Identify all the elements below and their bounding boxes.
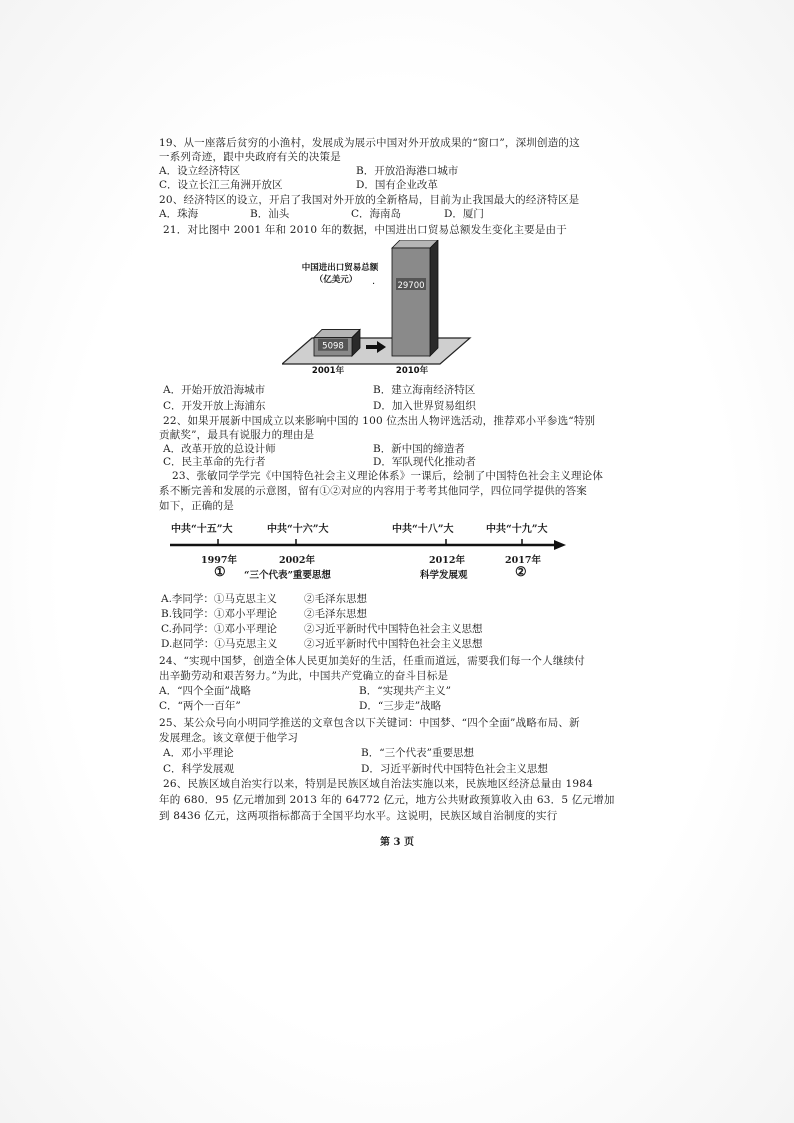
- q26-stem-line2: 年的 680．95 亿元增加到 2013 年的 64772 亿元，地方公共财政预算收入由 63．5 亿元增加: [159, 794, 615, 806]
- q22-stem-line1: 22、如果开展新中国成立以来影响中国的 100 位杰出人物评选活动，推荐邓小平参选“特别: [163, 415, 596, 427]
- q22-option-d: D．军队现代化推动者: [373, 456, 476, 468]
- q23-option-c-part2: ②习近平新时代中国特色社会主义思想: [304, 623, 483, 635]
- q19-option-b: B．开放沿海港口城市: [356, 165, 459, 177]
- q19-stem-line1: 19、从一座落后贫穷的小渔村，发展成为展示中国对外开放成果的“窗口”，深圳创造的这: [159, 137, 580, 149]
- q25-stem-line1: 25、某公众号向小明同学推送的文章包含以下关键词：中国梦、“四个全面”战略布局、新: [159, 717, 580, 729]
- timeline-axis: [170, 538, 570, 552]
- q21-stem: 21．对比图中 2001 年和 2010 年的数据，中国进出口贸易总额发生变化主要是由于: [163, 224, 567, 236]
- q23-option-d-part2: ②习近平新时代中国特色社会主义思想: [304, 638, 483, 650]
- q26-stem-line3: 到 8436 亿元，这两项指标都高于全国平均水平。这说明，民族区域自治制度的实行: [159, 810, 558, 822]
- q24-option-c: C．“两个一百年”: [159, 700, 241, 712]
- q23-option-a-part2: ②毛泽东思想: [304, 593, 367, 605]
- bar-value-label-0: 5098: [322, 341, 344, 352]
- chart-xlabel-2010: 2010年: [395, 366, 429, 376]
- q23-stem-line1: 23、张敏同学学完《中国特色社会主义理论体系》一课后，绘制了中国特色社会主义理论体: [172, 470, 604, 482]
- q25-option-c: C．科学发展观: [163, 763, 235, 775]
- timeline-year-2012: 2012年: [429, 555, 465, 566]
- timeline-head-15: 中共“十五”大: [171, 524, 233, 535]
- q19-stem-line2: 一系列奇迹，跟中央政府有关的决策是: [159, 151, 341, 163]
- q23-stem-line2: 系不断完善和发展的示意图，留有①②对应的内容用于考考其他同学，四位同学提供的答案: [159, 485, 587, 497]
- timeline-note-three-represents: “三个代表”重要思想: [244, 570, 331, 581]
- timeline-blank-1: ①: [214, 565, 226, 580]
- q20-option-d: D．厦门: [444, 208, 484, 220]
- chart-dot: .: [372, 276, 376, 287]
- q22-option-b: B．新中国的缔造者: [373, 443, 465, 455]
- q23-option-b-part1: B.钱同学：①邓小平理论: [161, 608, 278, 620]
- q21-option-a: A．开始开放沿海城市: [163, 384, 266, 396]
- q20-stem: 20、经济特区的设立，开启了我国对外开放的全新格局，目前为止我国最大的经济特区是: [159, 194, 580, 206]
- q19-option-a: A．设立经济特区: [159, 165, 241, 177]
- trade-total-chart: [282, 240, 522, 376]
- q23-option-c-part1: C.孙同学：①邓小平理论: [161, 623, 277, 635]
- q23-option-a-part1: A.李同学：①马克思主义: [161, 593, 277, 605]
- timeline-year-2017: 2017年: [505, 555, 541, 566]
- q23-option-b-part2: ②毛泽东思想: [304, 608, 367, 620]
- chart-xlabel-2001: 2001年: [311, 366, 345, 376]
- bar-value-label-1: 29700: [397, 281, 425, 291]
- timeline-head-18: 中共“十八”大: [392, 524, 454, 535]
- q24-option-b: B．“实现共产主义”: [359, 685, 451, 697]
- q25-stem-line2: 发展理念。该文章便于他学习: [159, 732, 299, 744]
- timeline-year-1997: 1997年: [201, 555, 237, 566]
- q19-option-c: C．设立长江三角洲开放区: [159, 179, 283, 191]
- bar-side-1: [430, 240, 438, 356]
- q24-option-a: A．“四个全面”战略: [159, 685, 251, 697]
- q19-option-d: D．国有企业改革: [356, 179, 438, 191]
- q20-option-a: A．珠海: [159, 208, 199, 220]
- q22-option-a: A．改革开放的总设计师: [163, 443, 276, 455]
- timeline-note-scientific-outlook: 科学发展观: [420, 570, 468, 581]
- q24-option-d: D．“三步走”战略: [359, 700, 442, 712]
- bar-1: [392, 248, 430, 356]
- q24-stem-line2: 出辛勤劳动和艰苦努力。”为此，中国共产党确立的奋斗目标是: [159, 670, 449, 682]
- chart-base-plane: [282, 338, 470, 364]
- q24-stem-line1: 24、“实现中国梦，创造全体人民更加美好的生活，任重而道远，需要我们每一个人继续付: [159, 655, 585, 667]
- q20-option-c: C．海南岛: [351, 208, 402, 220]
- q25-option-d: D．习近平新时代中国特色社会主义思想: [361, 763, 548, 775]
- q22-stem-line2: 贡献奖”，最具有说服力的理由是: [159, 429, 315, 441]
- bar-top-0: [314, 329, 360, 337]
- page-number: 第 3 页: [380, 837, 414, 848]
- bar-top-1: [392, 240, 438, 248]
- q21-option-b: B．建立海南经济特区: [373, 384, 476, 396]
- chart-unit: （亿美元）: [314, 275, 358, 285]
- q26-stem-line1: 26、民族区域自治实行以来，特别是民族区域自治法实施以来，民族地区经济总量由 1984: [163, 778, 594, 790]
- q21-option-c: C．开发开放上海浦东: [163, 400, 266, 412]
- q23-option-d-part1: D.赵同学：①马克思主义: [161, 638, 278, 650]
- timeline-head-16: 中共“十六”大: [267, 524, 329, 535]
- q25-option-a: A．邓小平理论: [163, 747, 234, 759]
- chart-title: 中国进出口贸易总额: [301, 263, 379, 273]
- timeline-year-2002: 2002年: [279, 555, 315, 566]
- q22-option-c: C．民主革命的先行者: [163, 456, 266, 468]
- q20-option-b: B．汕头: [250, 208, 290, 220]
- q25-option-b: B．“三个代表”重要思想: [361, 747, 474, 759]
- timeline-head-19: 中共“十九”大: [486, 524, 548, 535]
- q21-option-d: D．加入世界贸易组织: [373, 400, 476, 412]
- timeline-blank-2: ②: [515, 565, 527, 580]
- q23-stem-line3: 如下，正确的是: [159, 500, 234, 512]
